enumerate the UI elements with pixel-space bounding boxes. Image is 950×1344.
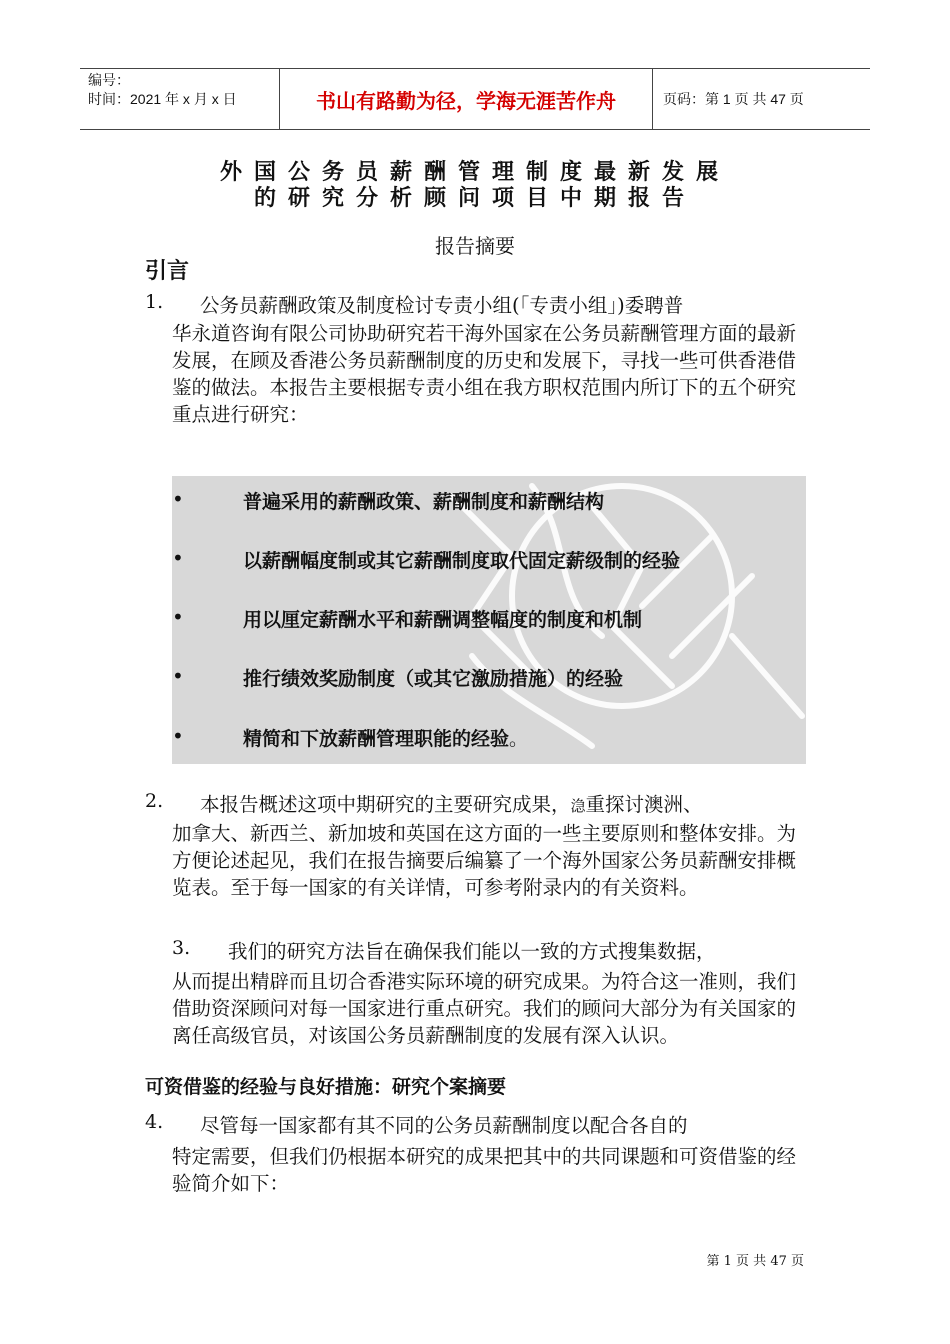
bullet-icon: • — [172, 605, 184, 629]
paragraph-body: 特定需要，但我们仍根据本研究的成果把其中的共同课题和可资借鉴的经验简介如下： — [172, 1145, 797, 1195]
paragraph-number: 1. — [145, 291, 164, 313]
document-header — [80, 68, 870, 130]
paragraph-body: 从而提出精辟而且切合香港实际环境的研究成果。为符合这一准则，我们借助资深顾问对每一国家进行重点研究。我们的顾问大部分为有关国家的离任高级官员，对该国公务员薪酬制度的发展有深入认识。 — [172, 970, 797, 1047]
paragraph-number: 2. — [145, 790, 164, 812]
paragraph-first-line: 公务员薪酬政策及制度检讨专责小组(「专责小组」)委聘普 — [200, 294, 684, 317]
paragraph-body: 加拿大、新西兰、新加坡和英国在这方面的一些主要原则和整体安排。为方便论述起见，我们在报告摘要后编纂了一个海外国家公务员薪酬安排概览表。至于每一国家的有关详情，可参考附录内的有关资料。 — [172, 822, 797, 899]
section-heading-intro: 引言 — [145, 259, 190, 284]
bullet-icon: • — [172, 487, 184, 511]
paragraph-number: 3. — [172, 937, 191, 959]
bullet-text: 普遍采用的薪酬政策、薪酬制度和薪酬结构 — [243, 491, 605, 513]
header-meta — [80, 69, 280, 129]
paragraph-first-line: 尽管每一国家都有其不同的公务员薪酬制度以配合各自的 — [200, 1114, 688, 1137]
paragraph-first-line: 我们的研究方法旨在确保我们能以一致的方式搜集数据， — [228, 940, 716, 963]
subtitle: 报告摘要 — [435, 234, 515, 258]
paragraph-first-line: 本报告概述这项中期研究的主要研究成果，㴔重探讨澳洲、 — [200, 793, 703, 816]
number-label: 编号： — [88, 72, 130, 88]
bullet-text: 用以厘定薪酬水平和薪酬调整幅度的制度和机制 — [243, 609, 643, 631]
document-title-line2: 的研究分析顾问项目中期报告 — [253, 186, 696, 211]
stray-glyph: 㴔 — [570, 797, 586, 815]
list-item — [0, 605, 650, 635]
bullet-text: 精简和下放薪酬管理职能的经验。 — [243, 728, 529, 750]
document-title-line1: 外国公务员薪酬管理制度最新发展 — [219, 160, 730, 185]
date-label: 时间：2021 年 x 月 x 日 — [88, 91, 237, 107]
bullet-icon: • — [172, 724, 184, 748]
header-page-info: 页码：第 1 页 共 47 页 — [663, 91, 804, 107]
bullet-icon: • — [172, 546, 184, 570]
bullet-text: 以薪酬幅度制或其它薪酬制度取代固定薪级制的经验 — [243, 550, 681, 572]
bullet-icon: • — [172, 664, 184, 688]
header-motto: 书山有路勤为径，学海无涯苦作舟 — [280, 69, 653, 129]
page-footer: 第 1 页 共 47 页 — [706, 1254, 804, 1269]
paragraph-body: 华永道咨询有限公司协助研究若干海外国家在公务员薪酬管理方面的最新发展，在顾及香港公务员薪酬制度的历史和发展下，寻找一些可供香港借鉴的做法。本报告主要根据专责小组在我方职权范围内所订下的五个研究重点进行研究： — [172, 322, 797, 426]
section-heading-cases: 可资借鉴的经验与良好措施：研究个案摘要 — [145, 1076, 507, 1098]
list-item — [0, 546, 681, 576]
list-item — [0, 724, 650, 754]
paragraph-number: 4. — [145, 1111, 164, 1133]
bullet-text: 推行绩效奖励制度（或其它激励措施）的经验 — [243, 668, 624, 690]
list-item — [0, 487, 650, 517]
list-item — [0, 664, 650, 694]
